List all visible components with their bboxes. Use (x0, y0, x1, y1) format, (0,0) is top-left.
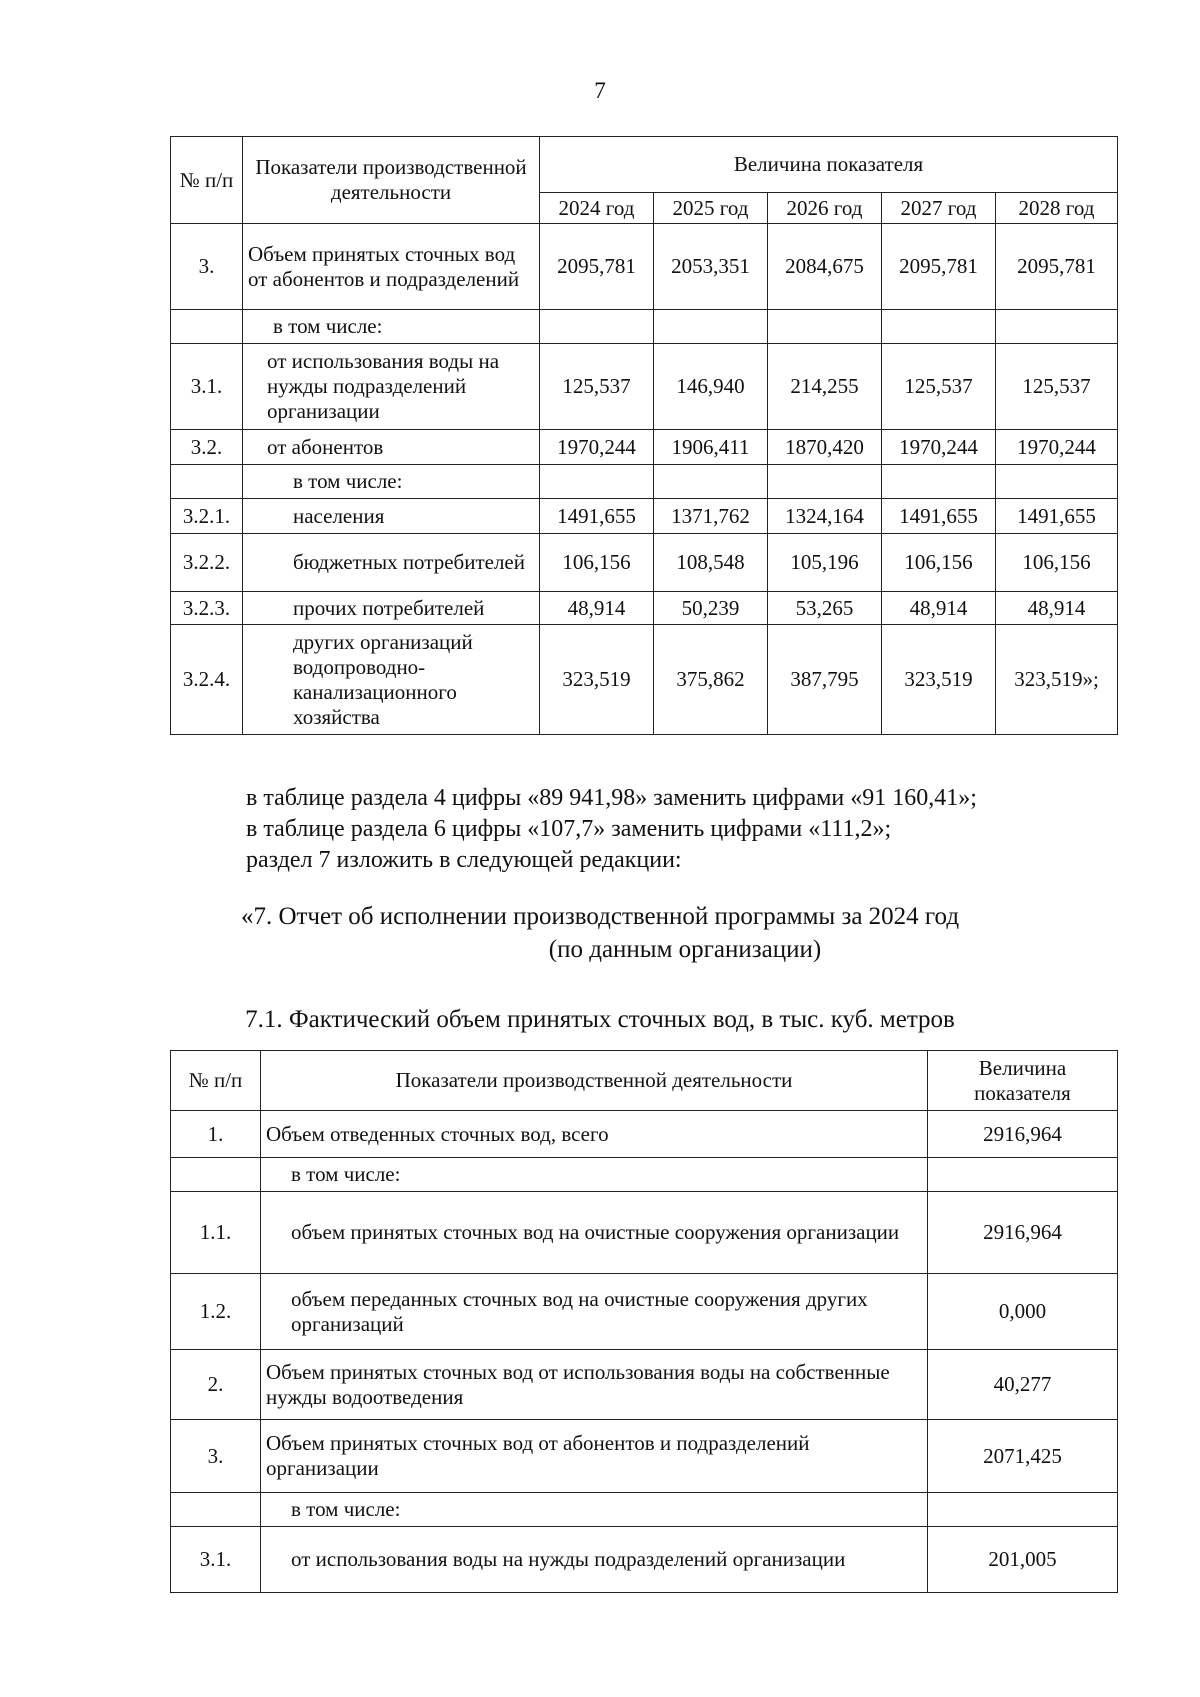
row-value (654, 310, 768, 344)
row-value: 48,914 (996, 592, 1118, 625)
table-header-year: 2025 год (654, 193, 768, 224)
row-number: 3.2.2. (171, 534, 243, 592)
table-row (171, 1158, 1118, 1192)
row-indicator: бюджетных потребителей (243, 534, 540, 592)
table-row (171, 499, 1118, 534)
row-value: 53,265 (768, 592, 882, 625)
section-heading-line1: «7. Отчет об исполнении производственной программы за 2024 год (240, 903, 960, 930)
row-value: 1906,411 (654, 430, 768, 465)
table-row (171, 1420, 1118, 1493)
row-number: 1.1. (171, 1192, 261, 1274)
row-value: 2084,675 (768, 224, 882, 310)
row-value: 323,519 (540, 625, 654, 735)
row-indicator: Объем принятых сточных вод от использования воды на собственные нужды водоотведения (261, 1350, 928, 1420)
row-value: 1491,655 (996, 499, 1118, 534)
row-indicator: от использования воды на нужды подразделений организации (243, 344, 540, 430)
row-indicator: населения (243, 499, 540, 534)
row-value: 1371,762 (654, 499, 768, 534)
row-value: 1491,655 (882, 499, 996, 534)
row-indicator: от абонентов (243, 430, 540, 465)
row-value: 48,914 (882, 592, 996, 625)
table-header-value: Величина показателя (928, 1051, 1118, 1111)
row-value (996, 465, 1118, 499)
row-indicator: от использования воды на нужды подразделений организации (261, 1527, 928, 1593)
paragraph: в таблице раздела 4 цифры «89 941,98» заменить цифрами «91 160,41»; (246, 785, 977, 811)
row-value: 146,940 (654, 344, 768, 430)
table-header-indicator: Показатели производственной деятельности (243, 137, 540, 224)
production-indicators-table (170, 136, 1118, 735)
table-header-value-group: Величина показателя (540, 137, 1118, 193)
row-number: 3.2.4. (171, 625, 243, 735)
row-number: 3.2.3. (171, 592, 243, 625)
row-value (540, 465, 654, 499)
table-row (171, 1111, 1118, 1158)
row-value: 106,156 (882, 534, 996, 592)
row-indicator: в том числе: (261, 1158, 928, 1192)
row-value: 323,519 (882, 625, 996, 735)
row-value (928, 1158, 1118, 1192)
table-row (171, 465, 1118, 499)
subsection-heading: 7.1. Фактический объем принятых сточных вод, в тыс. куб. метров (245, 1006, 955, 1033)
row-number (171, 465, 243, 499)
row-value: 106,156 (540, 534, 654, 592)
row-value: 106,156 (996, 534, 1118, 592)
table-row (171, 1192, 1118, 1274)
row-value: 375,862 (654, 625, 768, 735)
paragraph: в таблице раздела 6 цифры «107,7» заменить цифрами «111,2»; (246, 816, 892, 842)
row-value: 125,537 (540, 344, 654, 430)
row-value: 2095,781 (996, 224, 1118, 310)
page-number: 7 (594, 78, 606, 103)
table-row (171, 592, 1118, 625)
row-number: 3. (171, 224, 243, 310)
row-value (654, 465, 768, 499)
row-value: 1324,164 (768, 499, 882, 534)
table-row (171, 1274, 1118, 1350)
row-value: 2916,964 (928, 1111, 1118, 1158)
table-row (171, 625, 1118, 735)
table-header-year: 2028 год (996, 193, 1118, 224)
row-value: 40,277 (928, 1350, 1118, 1420)
row-number: 2. (171, 1350, 261, 1420)
row-value (540, 310, 654, 344)
row-value: 387,795 (768, 625, 882, 735)
table-header-indicator: Показатели производственной деятельности (261, 1051, 928, 1111)
row-indicator: Объем отведенных сточных вод, всего (261, 1111, 928, 1158)
row-value: 48,914 (540, 592, 654, 625)
row-number: 3.2.1. (171, 499, 243, 534)
table-row (171, 344, 1118, 430)
row-value: 2916,964 (928, 1192, 1118, 1274)
table-header-year: 2026 год (768, 193, 882, 224)
row-number: 1. (171, 1111, 261, 1158)
row-value: 108,548 (654, 534, 768, 592)
row-value: 2053,351 (654, 224, 768, 310)
table-header-num: № п/п (171, 137, 243, 224)
row-value (768, 465, 882, 499)
table-row (171, 430, 1118, 465)
row-indicator: в том числе: (243, 465, 540, 499)
row-value (768, 310, 882, 344)
table-row (171, 534, 1118, 592)
row-number (171, 1493, 261, 1527)
row-value: 2095,781 (882, 224, 996, 310)
row-number: 3.1. (171, 344, 243, 430)
row-value: 1970,244 (996, 430, 1118, 465)
table-row (171, 1350, 1118, 1420)
row-value: 2095,781 (540, 224, 654, 310)
section-heading-line2: (по данным организации) (548, 936, 822, 963)
row-value (928, 1493, 1118, 1527)
table-header-num: № п/п (171, 1051, 261, 1111)
table-header-year: 2027 год (882, 193, 996, 224)
row-value: 1970,244 (540, 430, 654, 465)
row-indicator: объем принятых сточных вод на очистные сооружения организации (261, 1192, 928, 1274)
row-indicator: в том числе: (261, 1493, 928, 1527)
table-row (171, 1527, 1118, 1593)
row-indicator: объем переданных сточных вод на очистные сооружения других организаций (261, 1274, 928, 1350)
row-value: 0,000 (928, 1274, 1118, 1350)
row-number: 3.1. (171, 1527, 261, 1593)
row-indicator: Объем принятых сточных вод от абонентов и подразделений (243, 224, 540, 310)
row-indicator: Объем принятых сточных вод от абонентов и подразделений организации (261, 1420, 928, 1493)
row-value: 105,196 (768, 534, 882, 592)
row-value (882, 310, 996, 344)
row-number: 3.2. (171, 430, 243, 465)
row-number: 1.2. (171, 1274, 261, 1350)
row-indicator: прочих потребителей (243, 592, 540, 625)
table-row (171, 310, 1118, 344)
actual-wastewater-table (170, 1050, 1118, 1593)
row-value: 214,255 (768, 344, 882, 430)
row-value: 1870,420 (768, 430, 882, 465)
table-row (171, 224, 1118, 310)
table-row (171, 1493, 1118, 1527)
row-value (996, 310, 1118, 344)
row-value: 125,537 (996, 344, 1118, 430)
row-value: 323,519»; (996, 625, 1118, 735)
row-number (171, 310, 243, 344)
row-value: 1491,655 (540, 499, 654, 534)
row-number: 3. (171, 1420, 261, 1493)
row-indicator: в том числе: (243, 310, 540, 344)
paragraph: раздел 7 изложить в следующей редакции: (246, 847, 682, 873)
row-value: 201,005 (928, 1527, 1118, 1593)
row-value: 2071,425 (928, 1420, 1118, 1493)
row-value: 50,239 (654, 592, 768, 625)
row-number (171, 1158, 261, 1192)
row-value (882, 465, 996, 499)
table-header-year: 2024 год (540, 193, 654, 224)
row-value: 125,537 (882, 344, 996, 430)
row-indicator: других организаций водопроводно-канализационного хозяйства (243, 625, 540, 735)
amendment-paragraphs (246, 783, 977, 876)
row-value: 1970,244 (882, 430, 996, 465)
